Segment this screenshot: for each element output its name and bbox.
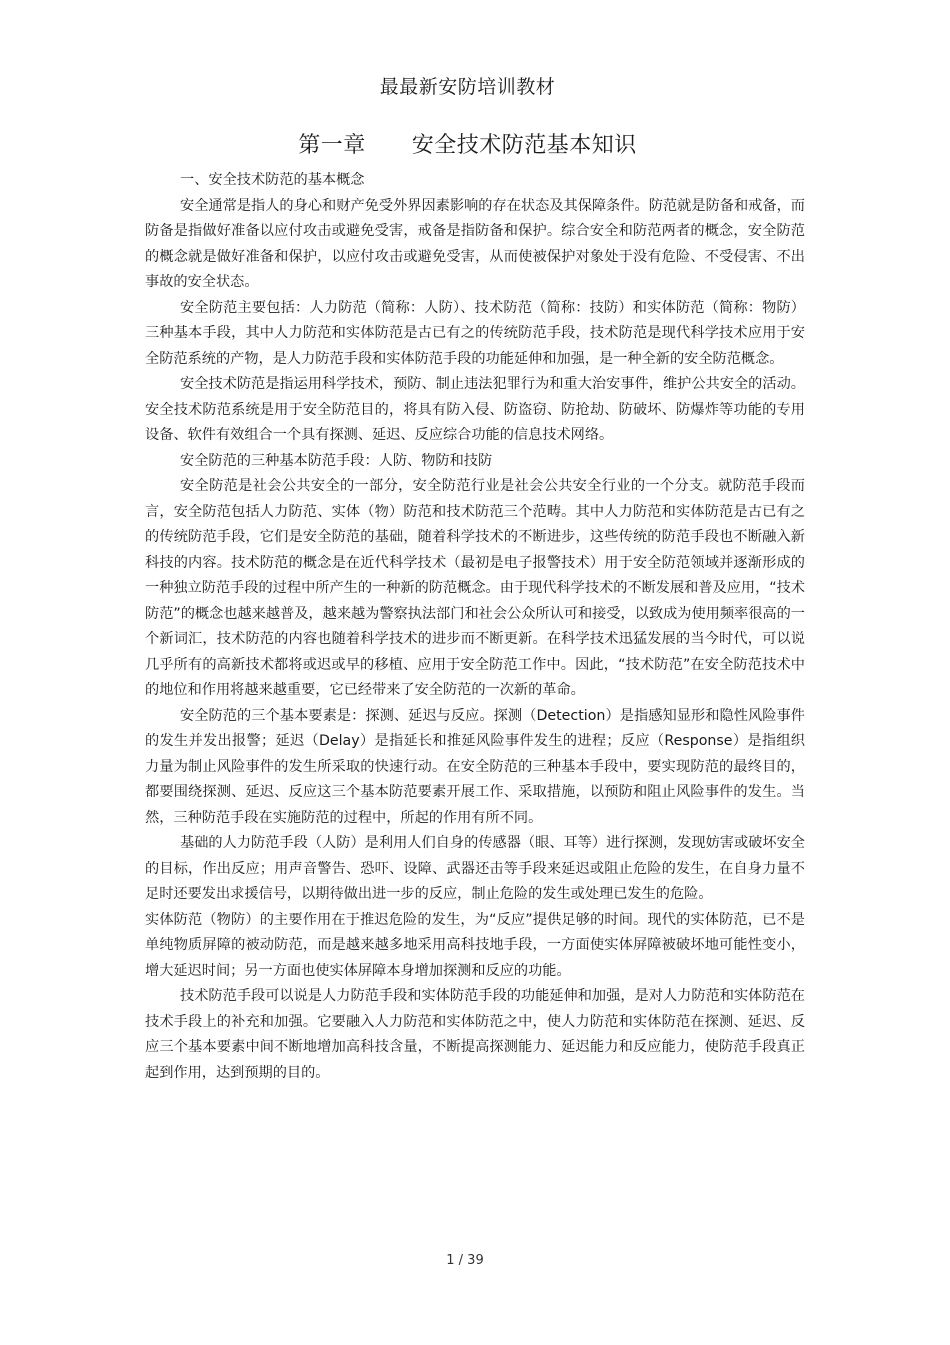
chapter-body [145,168,805,1086]
chapter-heading [0,128,935,159]
section-heading: 一、安全技术防范的基本概念 [180,172,365,188]
page-number: 1 / 39 [446,1253,484,1268]
paragraph-public-safety: 安全防范是社会公共安全的一部分，安全防范行业是社会公共安全行业的一个分支。就防范手段而言，安全防范包括人力防范、实体（物）防范和技术防范三个范畴。其中人力防范和实体防范是古已有之的传统防范手段，它们是安全防范的基础，随着科学技术的不断进步，这些传统的防范手段也不断融入新科技的内容。技术防范的概念是在近代科学技术（最初是电子报警技术）用于安全防范领域并逐渐形成的一种独立防范手段的过程中所产生的一种新的防范概念。由于现代科学技术的不断发展和普及应用，“技术防范”的概念也越来越普及，越来越为警察执法部门和社会公众所认可和接受，以致成为使用频率很高的一个新词汇，技术防范的内容也随着科学技术的进步而不断更新。在科学技术迅猛发展的当今时代，可以说几乎所有的高新技术都将或迟或早的移植、应用于安全防范工作中。因此，“技术防范”在安全防范技术中的地位和作用将越来越重要，它已经带来了安全防范的一次新的革命。 [145,478,805,698]
chapter-number: 第一章 [298,133,366,158]
paragraph-subheading-three-means: 安全防范的三种基本防范手段：人防、物防和技防 [180,452,493,469]
document-title: 最最新安防培训教材 [379,76,556,98]
paragraph-physical-prevention: 实体防范（物防）的主要作用在于推迟危险的发生，为“反应”提供足够的时间。现代的实体防范，已不是单纯物质屏障的被动防范，而是越来越多地采用高科技地手段，一方面使实体屏障被破坏地可能性变小，增大延迟时间；另一方面也使实体屏障本身增加探测和反应的功能。 [145,911,805,979]
paragraph-technical-prevention: 安全技术防范是指运用科学技术，预防、制止违法犯罪行为和重大治安事件，维护公共安全的活动。安全技术防范系统是用于安全防范目的，将具有防入侵、防盗窃、防抢劫、防破坏、防爆炸等功能的专用设备、软件有效组合一个具有探测、延迟、反应综合功能的信息技术网络。 [145,376,805,443]
paragraph-three-elements: 安全防范的三个基本要素是：探测、延迟与反应。探测（Detection）是指感知显形和隐性风险事件的发生并发出报警；延迟（Delay）是指延长和推延风险事件发生的进程；反应（Response）是指组织力量为制止风险事件的发生所采取的快速行动。在安全防范的三种基本手段中，要实现防范的最终目的，都要围绕探测、延迟、反应这三个基本防范要素开展工作、采取措施，以预防和阻止风险事件的发生。当然，三种防范手段在实施防范的过程中，所起的作用有所不同。 [145,707,805,826]
paragraph-three-means: 安全防范主要包括：人力防范（简称：人防）、技术防范（简称：技防）和实体防范（简称：物防）三种基本手段，其中人力防范和实体防范是古已有之的传统防范手段，技术防范是现代科学技术应用于安全防范系统的产物，是人力防范手段和实体防范手段的功能延伸和加强，是一种全新的安全防范概念。 [145,299,805,367]
paragraph-technical-means: 技术防范手段可以说是人力防范手段和实体防范手段的功能延伸和加强，是对人力防范和实体防范在技术手段上的补充和加强。它要融入人力防范和实体防范之中，使人力防范和实体防范在探测、延迟、反应三个基本要素中间不断地增加高科技含量，不断提高探测能力、延迟能力和反应能力，使防范手段真正起到作用，达到预期的目的。 [145,988,805,1081]
paragraph-human-prevention: 基础的人力防范手段（人防）是利用人们自身的传感器（眼、耳等）进行探测，发现妨害或破坏安全的目标，作出反应；用声音警告、恐吓、设障、武器还击等手段来延迟或阻止危险的发生，在自身力量不足时还要发出求援信号，以期待做出进一步的反应，制止危险的发生或处理已发生的危险。 [145,835,805,902]
chapter-title: 安全技术防范基本知识 [411,133,637,158]
paragraph-safety-definition: 安全通常是指人的身心和财产免受外界因素影响的存在状态及其保障条件。防范就是防备和戒备，而防备是指做好准备以应付攻击或避免受害，戒备是指防备和保护。综合安全和防范两者的概念，安全防范的概念就是做好准备和保护，以应付攻击或避免受害，从而使被保护对象处于没有危险、不受侵害、不出事故的安全状态。 [145,197,805,290]
